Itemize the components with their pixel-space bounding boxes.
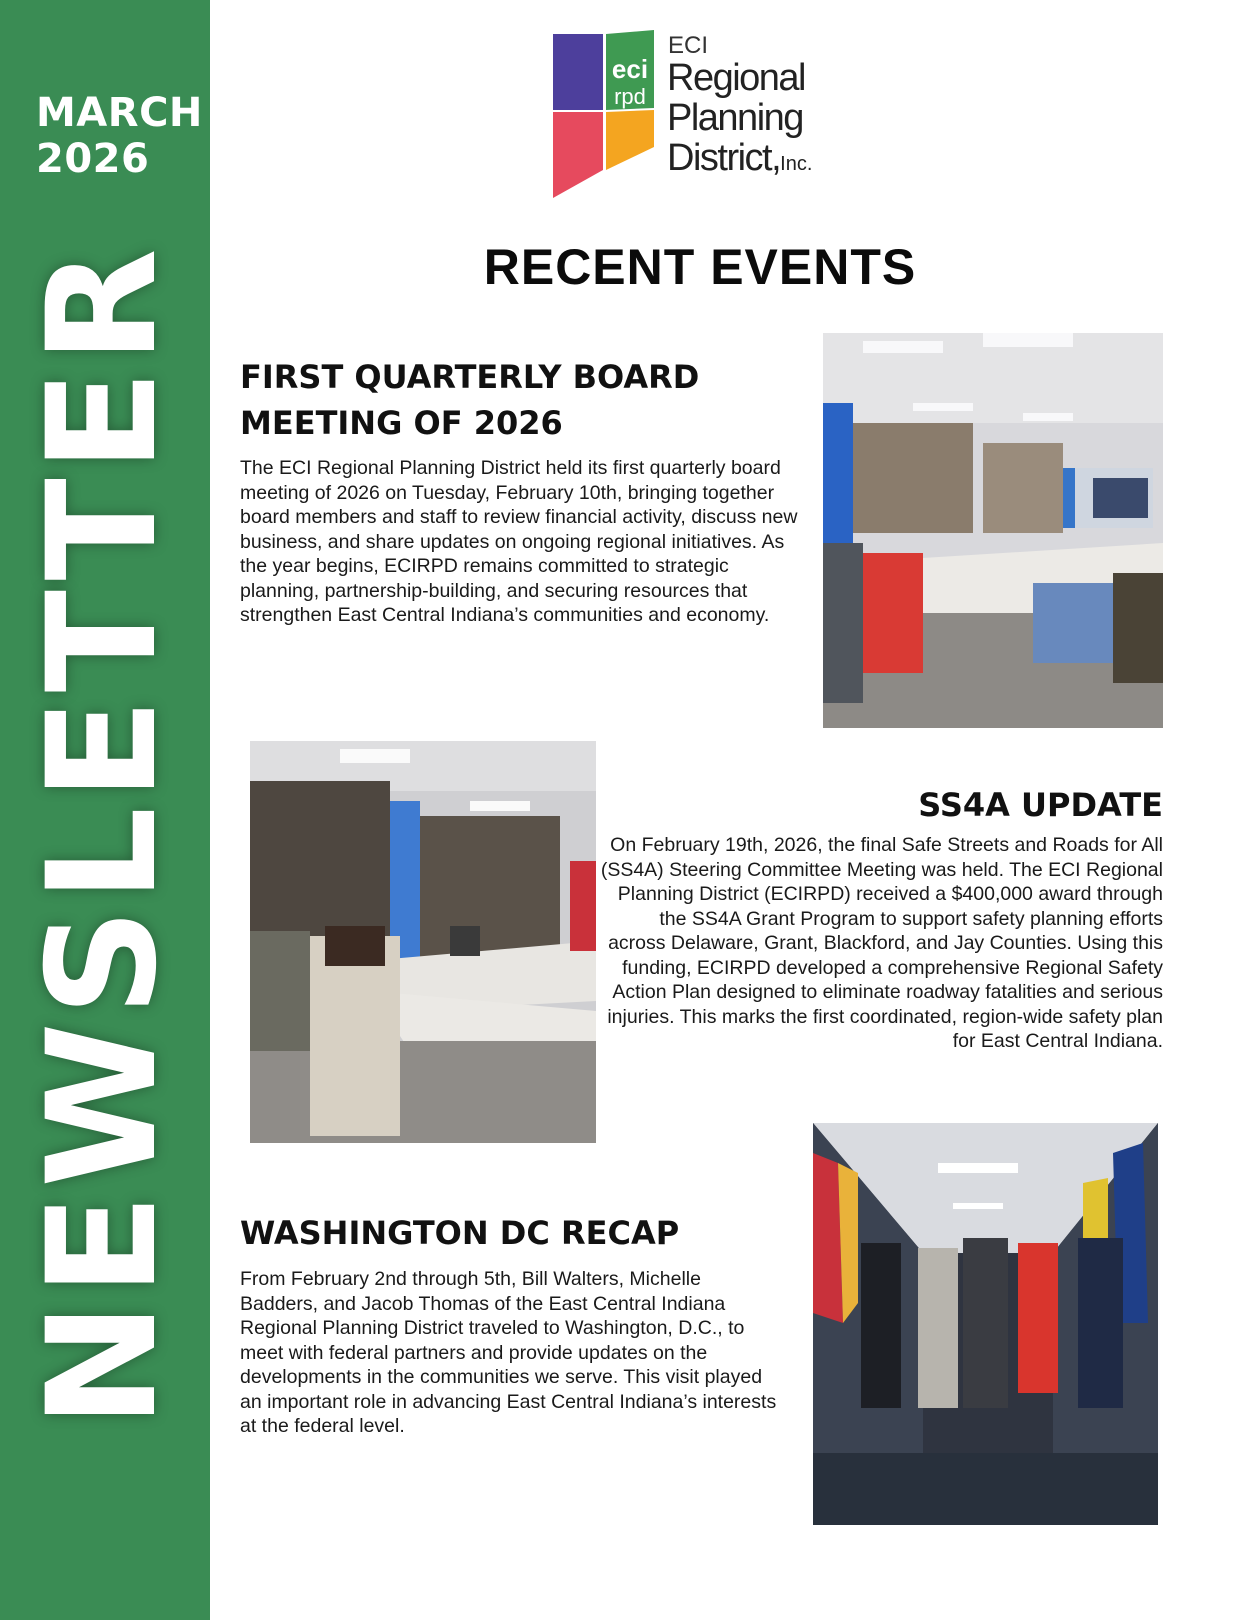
ss4a-heading: SS4A UPDATE <box>918 786 1163 824</box>
issue-date <box>36 90 203 182</box>
logo-inc: Inc. <box>780 153 813 175</box>
board-meeting-body: The ECI Regional Planning District held its first quarterly board meeting of 2026 on Tuesday, February 10th, bringing together board members and staff to review financial activity, discuss new business, and share updates on ongoing regional initiatives. As the year begins, ECIRPD remains committed to strategic planning, partnership-building, and securing resources that strengthen East Central Indiana’s communities and economy. <box>240 457 798 626</box>
logo-mark-bottom: rpd <box>614 84 646 109</box>
page-title: RECENT EVENTS <box>483 239 917 295</box>
ss4a-body: On February 19th, 2026, the final Safe Streets and Roads for All (SS4A) Steering Committee Meeting was held. The ECI Regional Planning District (ECIRPD) received a $400,000 award through the SS4A Grant Program to support safety planning efforts across Delaware, Grant, Blackford, and Jay Counties. Using this funding, ECIRPD developed a comprehensive Regional Safety Action Plan designed to eliminate roadway fatalities and serious injuries. This marks the first coordinated, region-wide safety plan for East Central Indiana. <box>600 834 1163 1052</box>
eci-rpd-logo <box>553 30 853 202</box>
logo-eci-label: ECI <box>668 32 709 59</box>
dc-recap-photo <box>813 1123 1158 1525</box>
logo-mark-top: eci <box>611 54 649 84</box>
logo-mark-icon <box>553 30 658 202</box>
logo-line-3: District, <box>667 137 781 179</box>
logo-wordmark <box>667 58 812 184</box>
board-meeting-heading-line-1: FIRST QUARTERLY BOARD <box>240 358 700 396</box>
dc-recap-body: From February 2nd through 5th, Bill Walters, Michelle Badders, and Jacob Thomas of the East Central Indiana Regional Planning District traveled to Washington, D.C., to meet with federal partners and provide updates on the developments in the communities we serve. This visit played an important role in advancing East Central Indiana’s interests at the federal level. <box>240 1268 777 1437</box>
issue-year: 2026 <box>36 136 150 182</box>
newsletter-vertical-title: NEWSLETTER <box>16 242 190 1428</box>
board-meeting-heading <box>240 354 699 446</box>
dc-recap-heading: WASHINGTON DC RECAP <box>240 1214 680 1252</box>
sidebar <box>0 0 210 1620</box>
logo-line-1: Regional <box>667 57 805 99</box>
ss4a-meeting-photo <box>250 741 596 1143</box>
logo-line-2: Planning <box>667 97 803 139</box>
board-meeting-heading-line-2: MEETING OF 2026 <box>240 404 563 442</box>
issue-month: MARCH <box>36 90 203 136</box>
board-meeting-photo <box>823 333 1163 728</box>
